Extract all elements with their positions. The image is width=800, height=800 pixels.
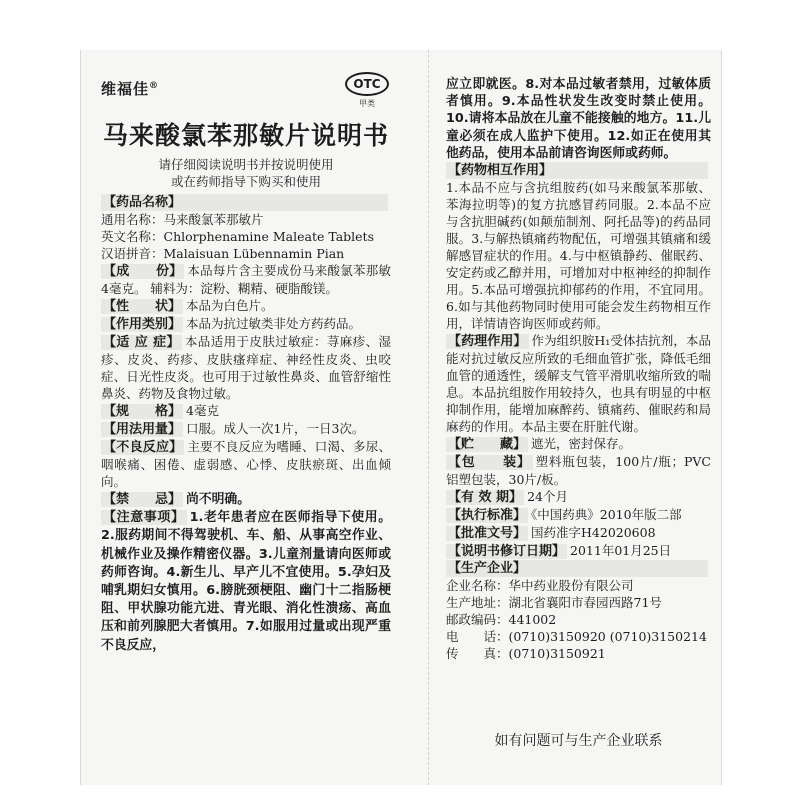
section-manufacturer: [446, 560, 711, 662]
section-appearance: 【性 状】 本品为白色片。: [103, 298, 274, 314]
heading-manufacturer: 【生产企业】: [446, 560, 708, 577]
company-name: 企业名称：华中药业股份有限公司: [446, 578, 634, 594]
section-precautions: 【注意事项】 1.老年患者应在医师指导下使用。2.服药期间不得驾驶机、车、船、从事高空作业、机械作业及操作精密仪器。3.儿童剂量请向医师或药师咨询。4.新生儿、早产儿不宜使用。5.孕妇及哺乳期妇女慎用。6.膀胱颈梗阻、幽门十二指肠梗阻、甲状腺功能亢进、青光眼、消化性溃疡、高血压和前列腺肥大者慎用。7.如服用过量或出现严重不良反应，: [101, 510, 391, 653]
section-storage: 【贮 藏】 遮光，密封保存。: [448, 436, 632, 453]
section-standard: 【执行标准】 《中国药典》2010年版二部: [448, 507, 682, 524]
right-text-flow: [446, 76, 711, 662]
section-package: 【包 装】 塑料瓶包装，100片/瓶；PVC铝塑包装，30片/板。: [446, 454, 711, 488]
leaflet-sheet: [80, 50, 722, 785]
precautions-continued: 应立即就医。8.对本品过敏者禁用，过敏体质者慎用。9.本品性状发生改变时禁止使用。10.请将本品放在儿童不能接触的地方。11.儿童必须在成人监护下使用。12.如正在使用其他药品，使用本品前请咨询医师或药师。: [446, 77, 711, 161]
section-approval: 【批准文号】 国药准字H42020608: [448, 525, 656, 542]
english-name: 英文名称：Chlorphenamine Maleate Tablets: [101, 229, 374, 244]
footer-contact-note: 如有问题可与生产企业联系: [494, 733, 663, 749]
section-spec: 【规 格】 4毫克: [103, 403, 219, 419]
section-validity: 【有 效 期】 24个月: [448, 489, 568, 506]
pinyin-name: 汉语拼音：Malaisuan Lübennamin Pian: [101, 246, 345, 261]
usage-notice: 请仔细阅读说明书并按说明使用 或在药师指导下购买和使用: [158, 157, 334, 189]
company-phone: 电 话：(0710)3150920 (0710)3150214: [446, 629, 707, 645]
brand-name: 维福佳®: [101, 80, 160, 98]
section-interactions: 【药物相互作用】 1.本品不应与含抗组胺药(如马来酸氯苯那敏、苯海拉明等)的复方抗感冒药同服。2.本品不应与含抗胆碱药(如颠茄制剂、阿托品等)的药品同服。3.与解热镇痛药物配伍，可增强其镇痛和缓解感冒症状的作用。4.与中枢镇静药、催眠药、安定药或乙醇并用，可增加对中枢神经的抑制作用。5.本品可增强抗抑郁药的作用，不宜同用。6.如与其他药物同时使用可能会发生药物相互作用，详情请咨询医师或药师。: [446, 163, 711, 332]
right-column: [446, 50, 711, 785]
column-divider: [428, 50, 430, 785]
company-address: 生产地址：湖北省襄阳市春园西路71号: [446, 595, 662, 611]
page-title: 马来酸氯苯那敏片说明书: [102, 121, 389, 150]
generic-name: 通用名称：马来酸氯苯那敏片: [101, 212, 264, 227]
heading-drug-name: 【药品名称】: [101, 194, 388, 211]
left-text-flow: [101, 194, 391, 654]
section-indications: 【适 应 症】 本品适用于皮肤过敏症：荨麻疹、湿疹、皮炎、药疹、皮肤瘙痒症、神经性皮炎、虫咬症、日光性皮炎。也可用于过敏性鼻炎、血管舒缩性鼻炎、药物及食物过敏。: [101, 334, 391, 401]
section-contraindications: 【禁 忌】 尚不明确。: [103, 492, 250, 507]
section-adverse: 【不良反应】 主要不良反应为嗜睡、口渴、多尿、咽喉痛、困倦、虚弱感、心悸、皮肤瘀斑、出血倾向。: [101, 439, 391, 489]
left-column: [101, 50, 391, 785]
section-composition: 【成 份】 本品每片含主要成份马来酸氯苯那敏4毫克。 辅料为：淀粉、糊精、硬脂酸镁。: [101, 263, 391, 296]
section-drug-name: [101, 194, 391, 262]
company-fax: 传 真：(0710)3150921: [446, 646, 606, 662]
otc-label: OTC: [345, 72, 389, 96]
section-category: 【作用类别】 本品为抗过敏类非处方药药品。: [103, 316, 362, 332]
section-usage: 【用法用量】 口服。成人一次1片，一日3次。: [103, 421, 365, 437]
section-revision: 【说明书修订日期】 2011年01月25日: [448, 543, 672, 560]
otc-class: 甲类: [359, 99, 375, 108]
company-postcode: 邮政编码：441002: [446, 612, 557, 628]
otc-mark: [345, 72, 389, 109]
section-pharmacology: 【药理作用】 作为组织胺H₁受体拮抗剂，本品能对抗过敏反应所致的毛细血管扩张，降低毛细血管的通透性，缓解支气管平滑肌收缩所致的喘息。本品抗组胺作用较持久，也具有明显的中枢抑制作用，能增加麻醉药、镇痛药、催眠药和局麻药的作用。本品主要在肝脏代谢。: [446, 333, 711, 435]
